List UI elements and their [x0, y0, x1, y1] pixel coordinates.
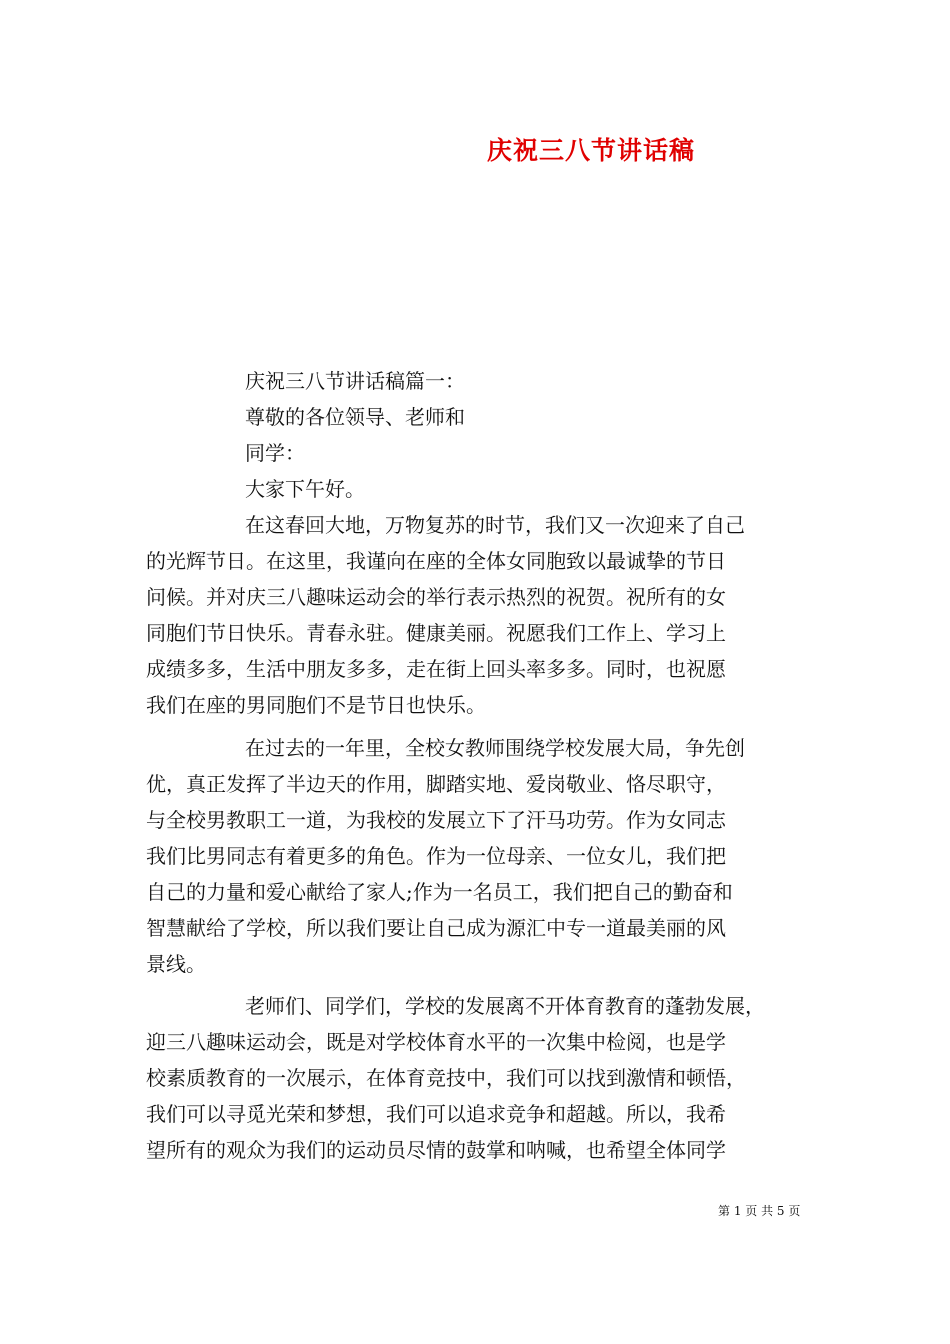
- text-line: 自己的力量和爱心献给了家人;作为一名员工，我们把自己的勤奋和: [146, 880, 733, 904]
- text-line: 老师们、同学们，学校的发展离不开体育教育的蓬勃发展，: [245, 994, 765, 1018]
- text-line: 智慧献给了学校，所以我们要让自己成为源汇中专一道最美丽的风: [146, 916, 726, 940]
- text-line: 我们在座的男同胞们不是节日也快乐。: [146, 693, 486, 717]
- page-title: 庆祝三八节讲话稿: [487, 136, 696, 165]
- text-line: 的光辉节日。在这里，我谨向在座的全体女同胞致以最诚挚的节日: [146, 549, 726, 573]
- page-number-footer: 第 1 页 共 5 页: [718, 1204, 801, 1218]
- text-line: 庆祝三八节讲话稿篇一：: [245, 369, 465, 393]
- text-line: 同学：: [245, 441, 305, 465]
- text-line: 问候。并对庆三八趣味运动会的举行表示热烈的祝贺。祝所有的女: [146, 585, 726, 609]
- text-line: 与全校男教职工一道，为我校的发展立下了汗马功劳。作为女同志: [146, 808, 726, 832]
- text-line: 成绩多多，生活中朋友多多，走在街上回头率多多。同时，也祝愿: [146, 657, 726, 681]
- text-line: 在这春回大地，万物复苏的时节，我们又一次迎来了自己: [245, 513, 745, 537]
- text-line: 我们比男同志有着更多的角色。作为一位母亲、一位女儿，我们把: [146, 844, 726, 868]
- text-line: 迎三八趣味运动会，既是对学校体育水平的一次集中检阅，也是学: [146, 1030, 726, 1054]
- text-line: 校素质教育的一次展示，在体育竞技中，我们可以找到激情和顿悟，: [146, 1066, 746, 1090]
- text-line: 望所有的观众为我们的运动员尽情的鼓掌和呐喊，也希望全体同学: [146, 1138, 726, 1162]
- text-line: 我们可以寻觅光荣和梦想，我们可以追求竞争和超越。所以，我希: [146, 1102, 726, 1126]
- text-line: 景线。: [146, 952, 206, 976]
- text-line: 尊敬的各位领导、老师和: [245, 405, 465, 429]
- text-line: 在过去的一年里，全校女教师围绕学校发展大局，争先创: [245, 736, 745, 760]
- text-line: 优，真正发挥了半边天的作用，脚踏实地、爱岗敬业、恪尽职守，: [146, 772, 726, 796]
- text-line: 同胞们节日快乐。青春永驻。健康美丽。祝愿我们工作上、学习上: [146, 621, 726, 645]
- text-line: 大家下午好。: [245, 477, 365, 501]
